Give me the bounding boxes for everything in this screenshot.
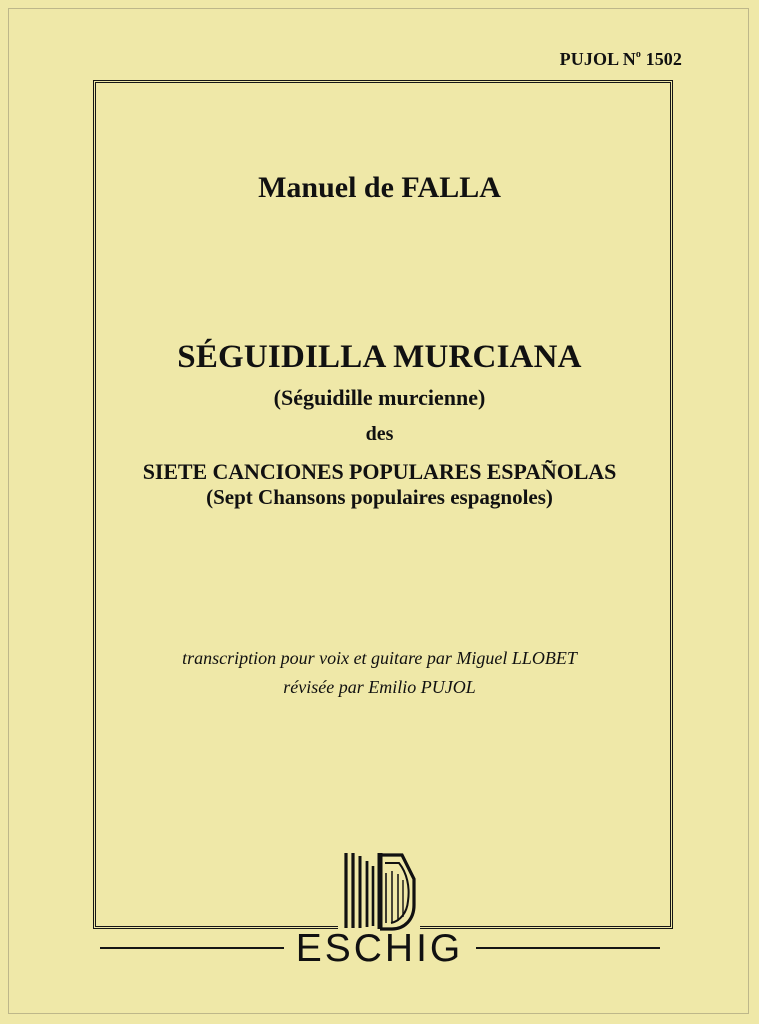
eschig-harp-logo-icon bbox=[338, 849, 420, 933]
work-subtitle: (Séguidille murcienne) bbox=[273, 385, 486, 410]
publisher-line-right bbox=[476, 947, 660, 949]
revision-credit: révisée par Emilio PUJOL bbox=[283, 677, 476, 697]
catalog-number bbox=[560, 49, 682, 70]
arrangement-credit: transcription pour voix et guitare par Miguel LLOBET bbox=[182, 648, 577, 668]
catalog-prefix: PUJOL N bbox=[559, 49, 636, 69]
collection-title: SIETE CANCIONES POPULARES ESPAÑOLAS bbox=[142, 459, 617, 484]
collection-translation: (Sept Chansons populaires espagnoles) bbox=[206, 485, 553, 509]
work-title: SÉGUIDILLA MURCIANA bbox=[177, 339, 582, 375]
composer-name: Manuel de FALLA bbox=[258, 171, 501, 204]
catalog-superscript: o bbox=[635, 49, 641, 60]
publisher-name: ESCHIG bbox=[295, 927, 464, 970]
catalog-number-value: 1502 bbox=[641, 49, 682, 69]
connector-text: des bbox=[365, 423, 394, 445]
